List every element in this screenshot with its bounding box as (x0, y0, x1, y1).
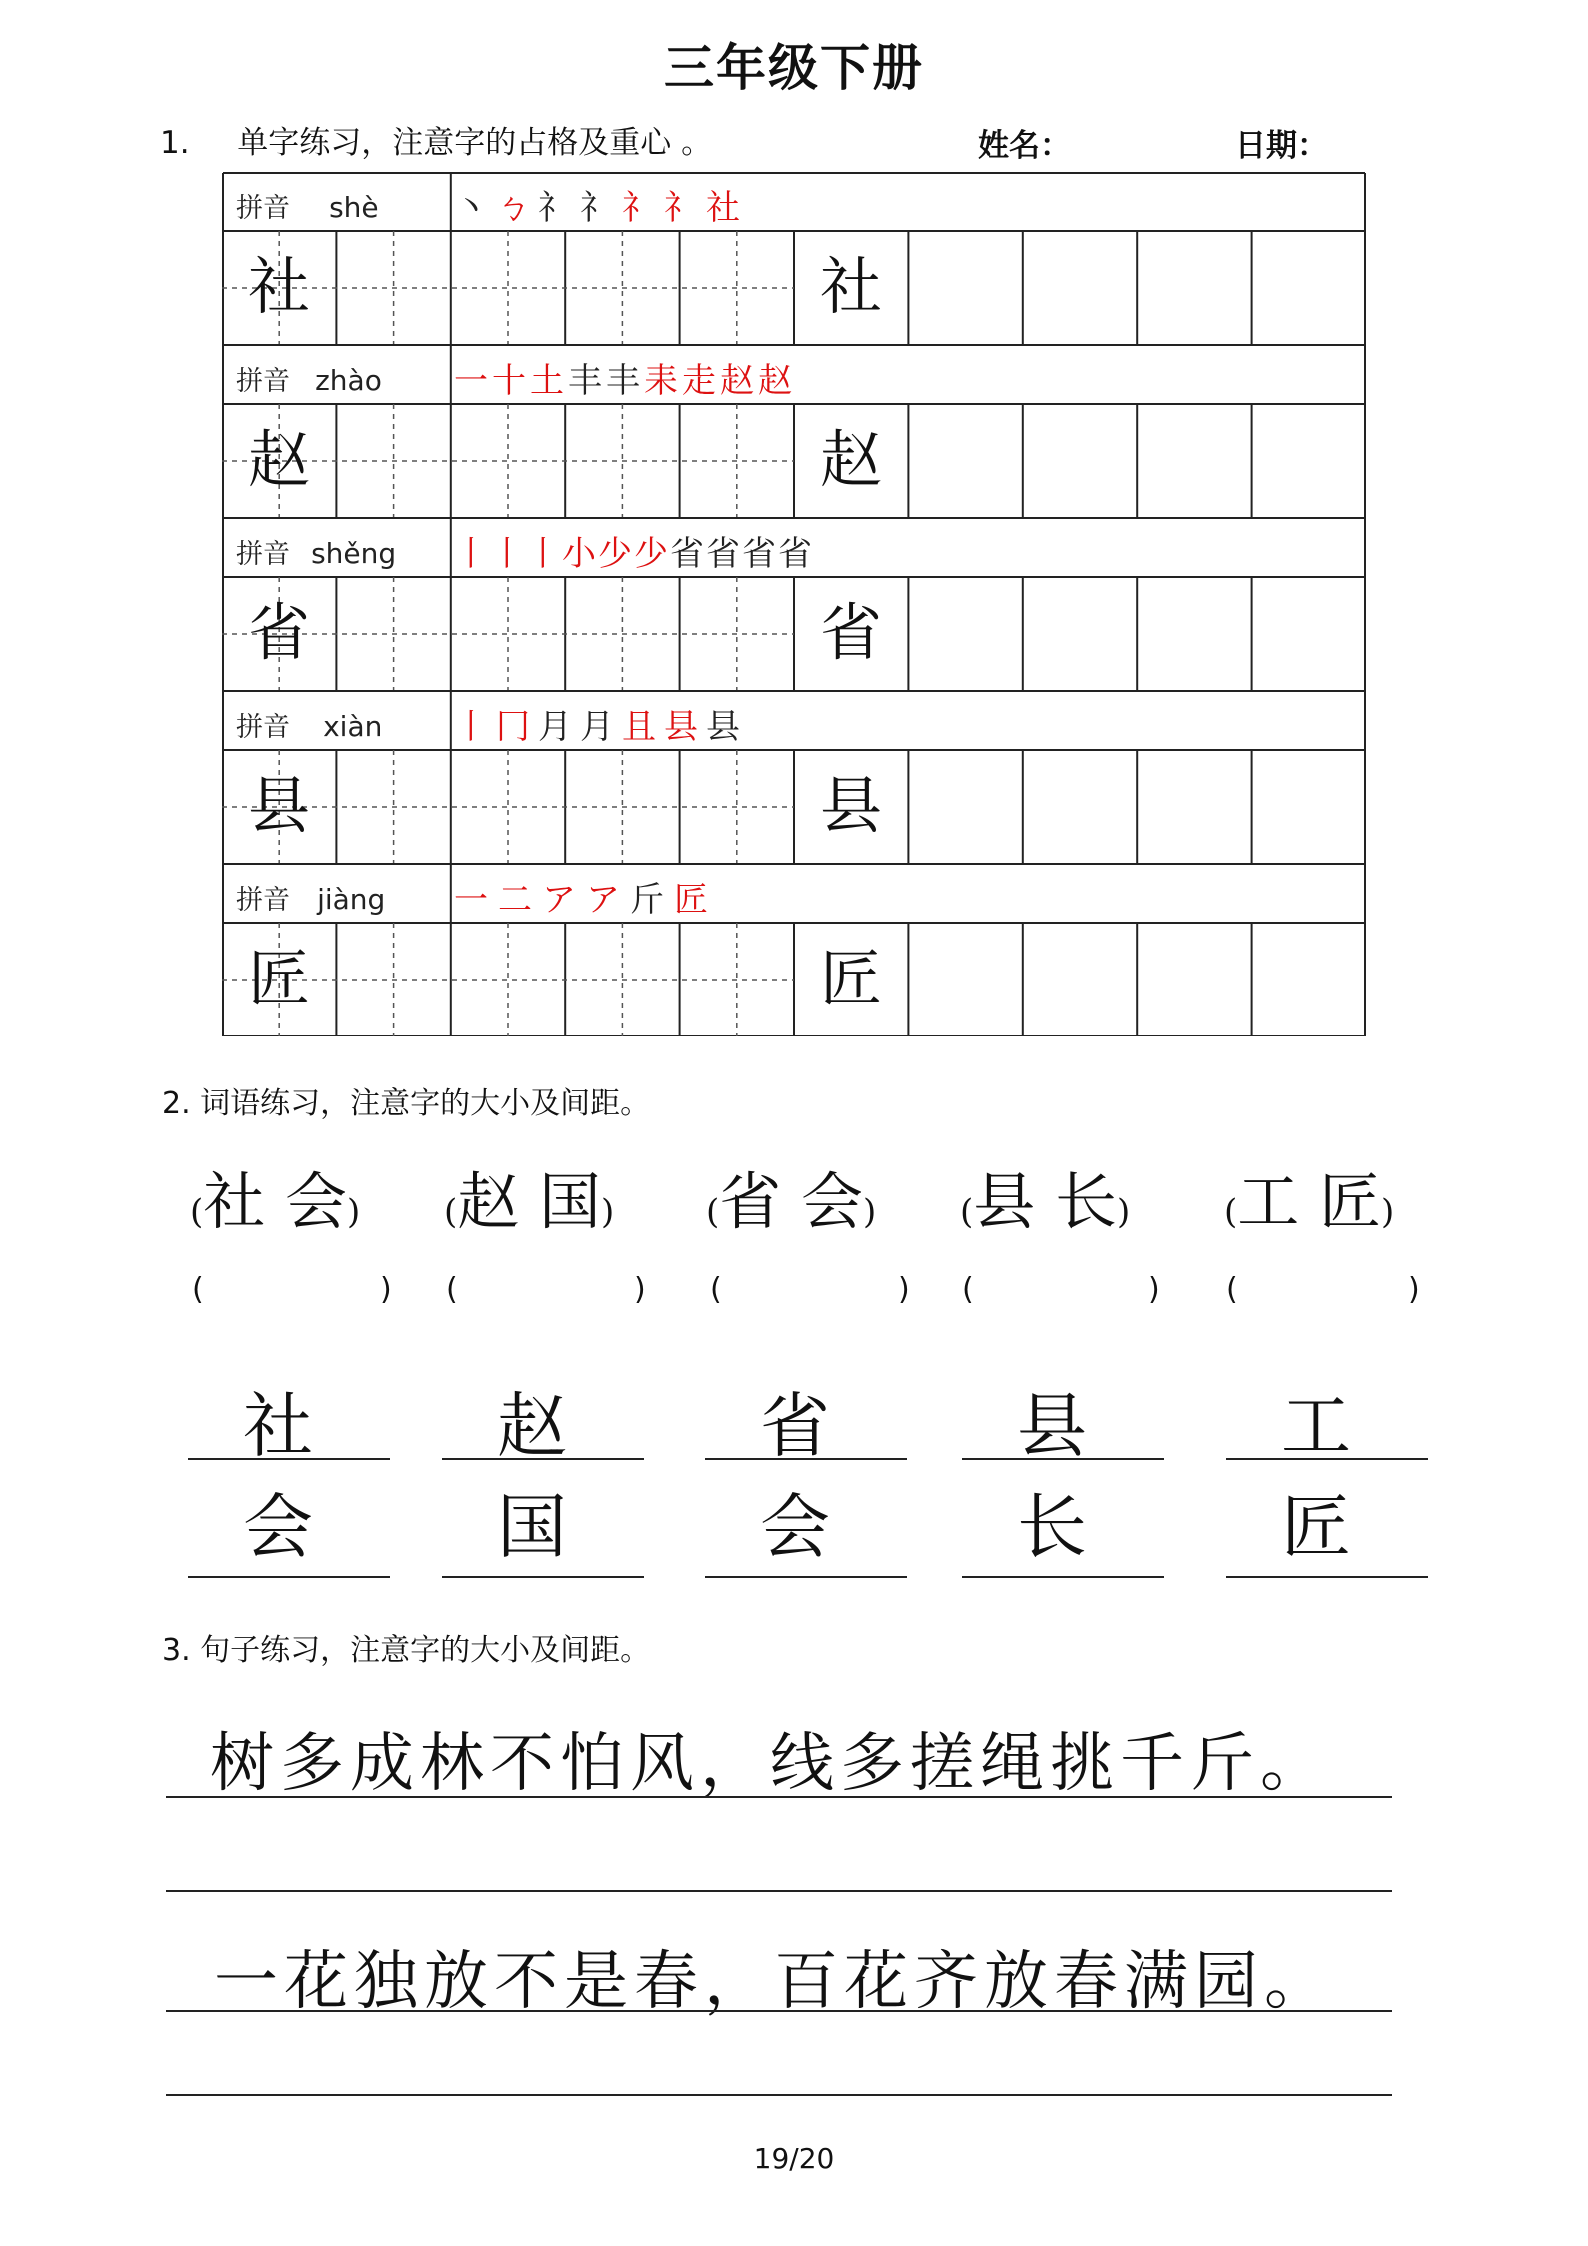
pinyin-label: 拼音 (236, 712, 290, 743)
pinyin-value: xiàn (323, 710, 383, 743)
stroke-step: ア (586, 880, 630, 920)
stroke-step: 匠 (674, 880, 718, 920)
model-character: 省 (247, 596, 310, 669)
stroke-order (454, 699, 748, 748)
paren-close: ) (600, 1192, 615, 1232)
copy-character: 省 (819, 596, 882, 669)
pinyin-value: zhào (315, 364, 382, 397)
page-title: 三年级下册 (664, 39, 924, 97)
stroke-step: ア (542, 880, 586, 920)
sentence: 树多成林不怕风，线多搓绳挑千斤。 (210, 1727, 1330, 1801)
stroke-step: 丨丨 (490, 534, 562, 574)
stroke-step: 土 (530, 361, 568, 401)
copy-character: 县 (819, 769, 882, 842)
stroke-step: 省 (742, 534, 778, 574)
stroke-step: 省 (706, 534, 742, 574)
word-on-line: 县 长 (1017, 1385, 1109, 1568)
paren-close: ) (1116, 1192, 1131, 1232)
model-character: 社 (247, 250, 310, 323)
stroke-step: 一 (454, 880, 498, 920)
paren-open: ( (190, 1192, 204, 1232)
stroke-step: 礻 (664, 188, 706, 228)
pinyin-value: shěng (311, 537, 397, 570)
empty-paren-close: ) (898, 1272, 910, 1307)
writing-line (705, 1458, 907, 1460)
word: 工 匠 (1237, 1165, 1381, 1238)
pinyin-row (236, 359, 382, 398)
word-on-line: 省 会 (760, 1385, 852, 1568)
pinyin-row (236, 186, 379, 225)
writing-line (1226, 1458, 1428, 1460)
writing-line (705, 1576, 907, 1578)
stroke-step: 少 (634, 534, 670, 574)
word-item (190, 1152, 360, 1241)
model-character: 匠 (247, 942, 310, 1015)
stroke-step: 且 (622, 707, 664, 747)
stroke-step: 礻 (580, 188, 622, 228)
writing-line (1226, 1576, 1428, 1578)
stroke-step: 耒 (644, 361, 682, 401)
writing-line (166, 2010, 1392, 2012)
stroke-step: 丶 (454, 188, 496, 228)
empty-paren-open: ( (1226, 1272, 1238, 1307)
word-on-line: 赵 国 (497, 1385, 589, 1568)
stroke-step: 礻 (538, 188, 580, 228)
empty-paren-open: ( (446, 1272, 458, 1307)
section1-heading (160, 117, 712, 162)
pinyin-row (236, 532, 396, 571)
empty-paren-open: ( (962, 1272, 974, 1307)
empty-paren-close: ) (634, 1272, 646, 1307)
stroke-step: 走 (682, 361, 720, 401)
model-character: 县 (247, 769, 310, 842)
paren-open: ( (960, 1192, 974, 1232)
stroke-step: ㄅ (496, 188, 538, 228)
pinyin-value: shè (329, 191, 379, 224)
stroke-step: 小 (562, 534, 598, 574)
stroke-order (454, 353, 796, 402)
writing-line (188, 1458, 390, 1460)
copy-character: 赵 (819, 423, 882, 496)
pinyin-label: 拼音 (236, 885, 290, 916)
section2-instruction: 2. 词语练习，注意字的大小及间距。 (162, 1086, 651, 1121)
stroke-step: 二 (498, 880, 542, 920)
stroke-step: 省 (670, 534, 706, 574)
stroke-step: 斤 (630, 880, 674, 920)
stroke-step: 丰 (568, 361, 606, 401)
word-item (960, 1152, 1130, 1241)
pinyin-row (236, 878, 385, 917)
stroke-step: 冂 (496, 707, 538, 747)
writing-line (962, 1458, 1164, 1460)
word-item (1224, 1152, 1394, 1241)
stroke-step: 礻 (622, 188, 664, 228)
writing-line (166, 1890, 1392, 1892)
paren-open: ( (444, 1192, 458, 1232)
stroke-step: 赵 (758, 361, 796, 401)
writing-line (166, 2094, 1392, 2096)
word-item (444, 1152, 614, 1241)
empty-paren-close: ) (1408, 1272, 1420, 1307)
section1-instruction: 单字练习，注意字的占格及重心 。 (237, 125, 713, 161)
stroke-step: 丨 (454, 534, 490, 574)
empty-paren-close: ) (1148, 1272, 1160, 1307)
stroke-step: 赵 (720, 361, 758, 401)
stroke-step: 社 (706, 188, 748, 228)
paren-open: ( (1224, 1192, 1238, 1232)
section3-instruction: 3. 句子练习，注意字的大小及间距。 (162, 1633, 651, 1668)
stroke-step: 丨 (454, 707, 496, 747)
word-on-line: 工 匠 (1281, 1385, 1373, 1568)
page-number: 19/20 (753, 2142, 835, 2175)
stroke-order (454, 526, 814, 575)
section1-number: 1. (160, 125, 190, 161)
stroke-step: 县 (664, 707, 706, 747)
paren-close: ) (862, 1192, 877, 1232)
copy-character: 匠 (819, 942, 882, 1015)
paren-close: ) (346, 1192, 361, 1232)
word: 赵 国 (457, 1165, 601, 1238)
writing-line (442, 1458, 644, 1460)
pinyin-label: 拼音 (236, 366, 290, 397)
word: 县 长 (973, 1165, 1117, 1238)
pinyin-value: jiàng (317, 883, 386, 916)
character-practice-grid (222, 172, 1366, 1036)
word-on-line: 社 会 (243, 1385, 335, 1568)
word: 省 会 (719, 1165, 863, 1238)
stroke-step: 省 (778, 534, 814, 574)
empty-paren-close: ) (380, 1272, 392, 1307)
empty-paren-open: ( (192, 1272, 204, 1307)
paren-open: ( (706, 1192, 720, 1232)
stroke-step: 少 (598, 534, 634, 574)
stroke-step: 丰 (606, 361, 644, 401)
writing-line (962, 1576, 1164, 1578)
word-item (706, 1152, 876, 1241)
pinyin-row (236, 705, 382, 744)
stroke-step: 月 (580, 707, 622, 747)
paren-close: ) (1380, 1192, 1395, 1232)
writing-line (166, 1796, 1392, 1798)
writing-line (188, 1576, 390, 1578)
stroke-step: 一 (454, 361, 492, 401)
stroke-step: 月 (538, 707, 580, 747)
stroke-order (454, 180, 748, 229)
writing-line (442, 1576, 644, 1578)
name-label: 姓名： (978, 128, 1071, 164)
copy-character: 社 (819, 250, 882, 323)
date-label: 日期： (1235, 128, 1328, 164)
pinyin-label: 拼音 (236, 193, 290, 224)
stroke-step: 县 (706, 707, 748, 747)
stroke-order (454, 872, 718, 921)
pinyin-label: 拼音 (236, 539, 290, 570)
empty-paren-open: ( (710, 1272, 722, 1307)
word: 社 会 (203, 1165, 347, 1238)
model-character: 赵 (247, 423, 310, 496)
sentence: 一花独放不是春，百花齐放春满园。 (214, 1945, 1334, 2019)
stroke-step: 十 (492, 361, 530, 401)
